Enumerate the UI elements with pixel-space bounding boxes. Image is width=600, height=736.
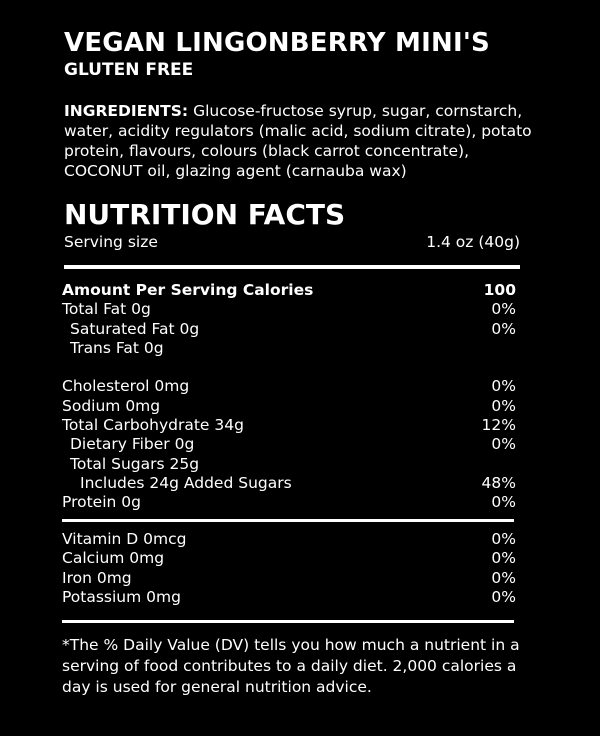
nutrient-row <box>62 493 516 512</box>
vitamin-dv: 0% <box>491 587 516 606</box>
nutrient-label: Total Fat 0g <box>62 300 151 319</box>
nutrient-label: Trans Fat 0g <box>70 338 164 357</box>
vitamin-row <box>62 588 516 607</box>
nutrient-dv: 0% <box>491 300 516 319</box>
nutrient-row <box>62 435 516 454</box>
serving-size-value: 1.4 oz (40g) <box>426 233 520 251</box>
nutrient-label: Cholesterol 0mg <box>62 377 190 396</box>
nutrient-row <box>62 397 516 416</box>
vitamin-table <box>62 530 516 607</box>
serving-size-row <box>64 233 520 251</box>
divider-medium <box>62 519 514 522</box>
nutrient-dv: 0% <box>491 319 516 338</box>
divider-bottom <box>62 620 514 623</box>
nutrient-dv: 0% <box>491 493 516 512</box>
vitamin-row <box>62 530 516 549</box>
vitamin-dv: 0% <box>491 568 516 587</box>
vitamin-label: Calcium 0mg <box>62 549 165 568</box>
nutrient-label: Total Sugars 25g <box>70 454 200 473</box>
serving-size-label: Serving size <box>64 233 158 251</box>
vitamin-label: Potassium 0mg <box>62 587 181 606</box>
product-title: VEGAN LINGONBERRY MINI'S <box>64 28 490 58</box>
calories-row <box>62 281 516 300</box>
nutrition-facts-heading: NUTRITION FACTS <box>64 198 346 231</box>
nutrient-label: Protein 0g <box>62 493 141 512</box>
nutrient-table <box>62 281 516 513</box>
nutrient-dv: 0% <box>491 377 516 396</box>
nutrient-dv: 0% <box>491 396 516 415</box>
nutrient-row <box>62 339 516 358</box>
nutrient-label: Includes 24g Added Sugars <box>80 473 292 492</box>
nutrient-row <box>62 474 516 493</box>
nutrient-dv: 48% <box>481 473 516 492</box>
nutrient-row <box>62 300 516 319</box>
nutrient-dv: 12% <box>481 416 516 435</box>
product-subtitle: GLUTEN FREE <box>64 60 194 80</box>
ingredients-text: Glucose-fructose syrup, sugar, cornstarch, water, acidity regulators (malic acid, sodium citrate), potato protein, flavours, colours (black carrot concentrate), COCONUT oil, glazing agent (carnauba wax) <box>64 102 532 180</box>
nutrient-row <box>62 455 516 474</box>
nutrient-row <box>62 416 516 435</box>
spacer-row <box>62 358 516 377</box>
vitamin-label: Iron 0mg <box>62 568 132 587</box>
vitamin-row <box>62 569 516 588</box>
vitamin-dv: 0% <box>491 530 516 548</box>
calories-value: 100 <box>483 281 516 299</box>
ingredients-label: INGREDIENTS: <box>64 102 189 120</box>
nutrient-label: Total Carbohydrate 34g <box>62 416 244 435</box>
nutrient-label: Sodium 0mg <box>62 396 161 415</box>
vitamin-label: Vitamin D 0mcg <box>62 530 187 548</box>
amount-per-serving-label: Amount Per Serving Calories <box>62 281 314 299</box>
divider-thick <box>64 265 520 269</box>
nutrient-label: Dietary Fiber 0g <box>70 435 195 454</box>
ingredients-paragraph <box>64 101 544 181</box>
vitamin-dv: 0% <box>491 549 516 568</box>
nutrient-dv: 0% <box>491 435 516 454</box>
nutrient-row <box>62 320 516 339</box>
nutrient-row <box>62 377 516 396</box>
vitamin-row <box>62 549 516 568</box>
nutrient-label: Saturated Fat 0g <box>70 319 200 338</box>
daily-value-footnote: *The % Daily Value (DV) tells you how much a nutrient in a serving of food contributes to a daily diet. 2,000 calories a day is used for general nutrition advice. <box>62 636 520 696</box>
